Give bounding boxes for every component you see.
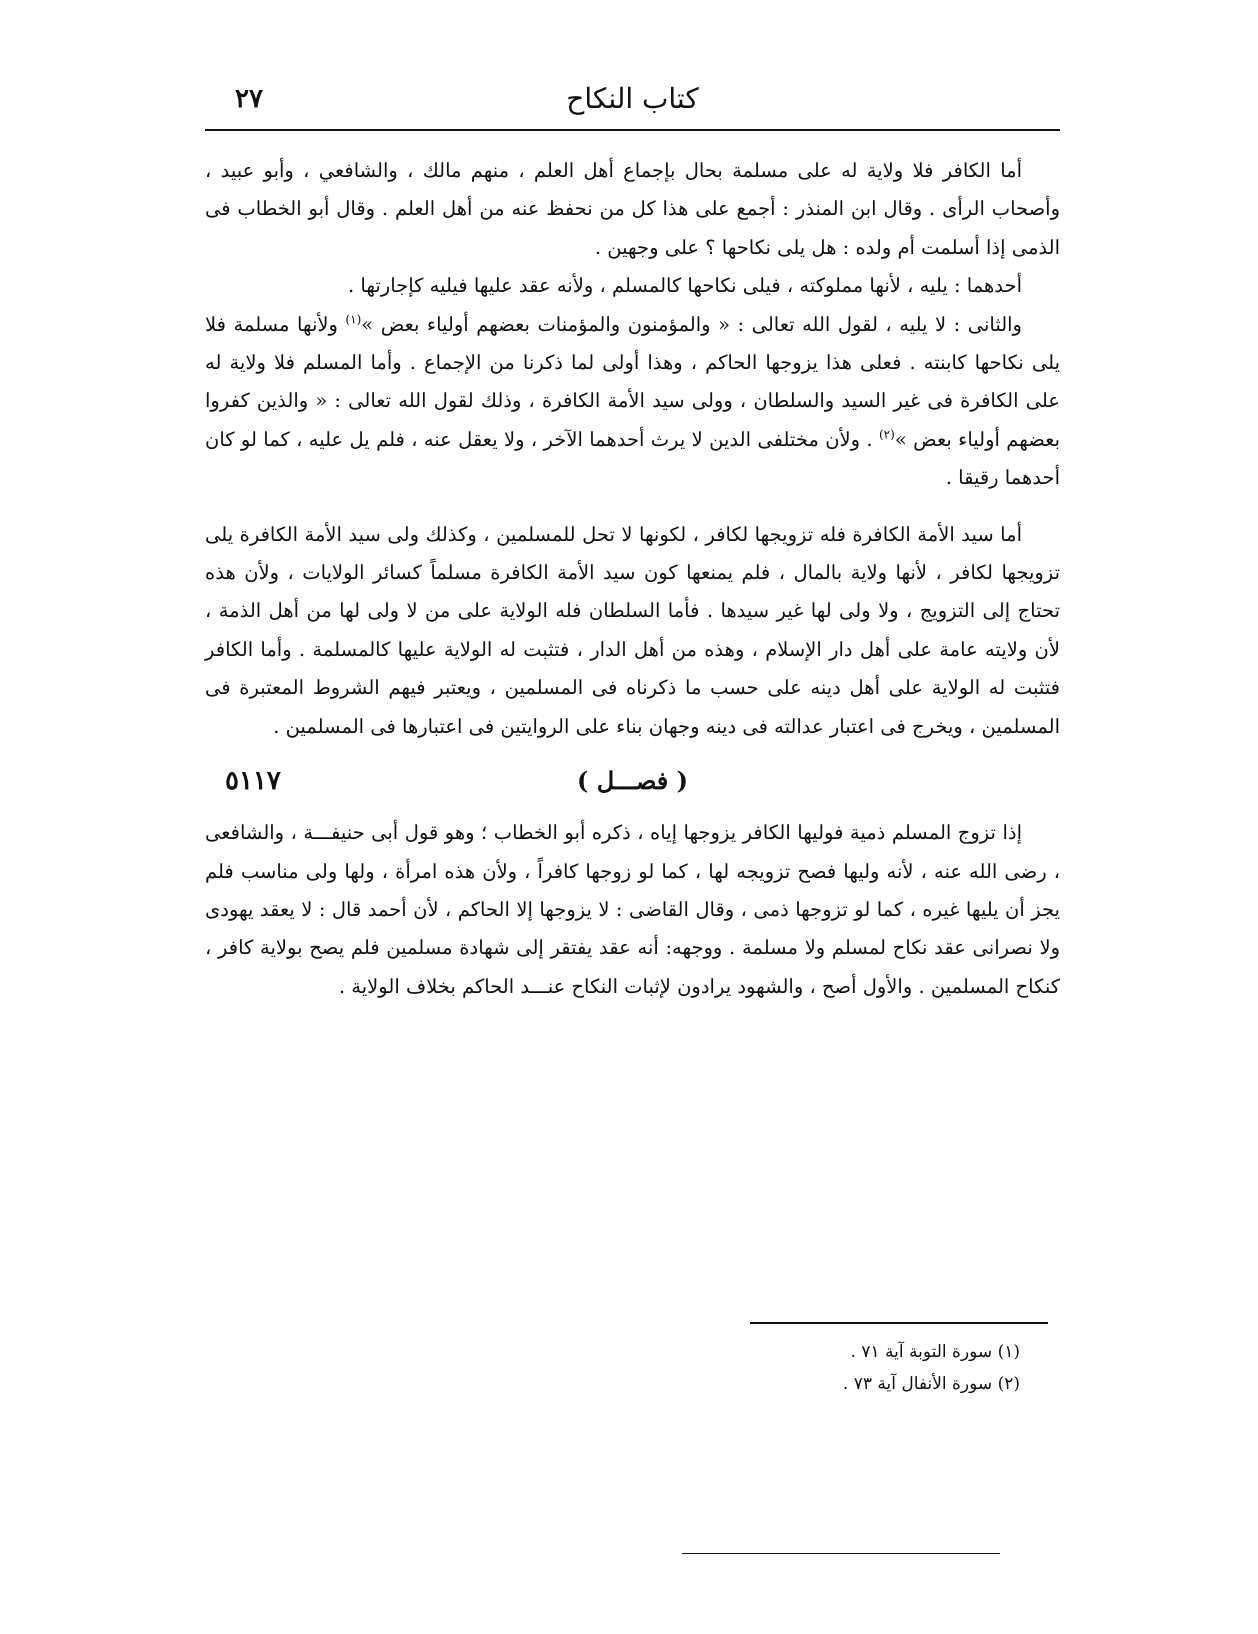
footnote-rule (750, 1322, 1048, 1324)
footnote-2: (٢) سورة الأنفال آية ٧٣ . (842, 1374, 1020, 1394)
main-text (205, 152, 1060, 1006)
footnote-ref-1: (١) (345, 312, 362, 327)
section-number: ٥١١٧ (225, 766, 281, 797)
header-rule (205, 129, 1060, 131)
page-header (205, 78, 1060, 126)
bottom-rule (682, 1553, 1000, 1554)
page-number: ٢٧ (235, 84, 263, 114)
footnote-ref-2: (٢) (878, 427, 895, 442)
paragraph-3 (205, 306, 1060, 498)
paragraph-2: أحدهما : يليه ، لأنها مملوكته ، فيلى نكاحها كالمسلم ، ولأنه عقد عليها فيليه كإجارتها . (348, 274, 1022, 298)
running-title: كتاب النكاح (566, 82, 699, 115)
footnote-1: (١) سورة التوبة آية ٧١ . (850, 1342, 1020, 1362)
paragraph-3-part-1: والثانى : لا يليه ، لقول الله تعالى : « والمؤمنون والمؤمنات بعضهم أولياء بعض » (361, 312, 1022, 336)
paragraph-3-part-3: . ولأن مختلفى الدين لا يرث أحدهما الآخر ، ولا يعقل عنه ، فلم يل عليه ، كما لو كان أحدهما رقيقا . (205, 427, 1060, 490)
paragraph-1: أما الكافر فلا ولاية له على مسلمة بحال بإجماع أهل العلم ، منهم مالك ، والشافعي ، وأبو عبيد ، وأصحاب الرأى . وقال ابن المنذر : أجمع على هذا كل من نحفظ عنه من أهل العلم . وقال أبو الخطاب فى الذمى إذا أسلمت أم ولده : هل يلى نكاحها ؟ على وجهين . (205, 159, 1060, 259)
paragraph-4: أما سيد الأمة الكافرة فله تزويجها لكافر ، لكونها لا تحل للمسلمين ، وكذلك ولى سيد الأمة الكافرة يلى تزويجها لكافر ، لأنها ولاية بالمال ، فلم يمنعها كون سيد الأمة الكافرة مسلماً كسائر الولايات ، ولأن هذه تحتاج إلى التزويج ، ولا ولى لها غير سيدها . فأما السلطان فله الولاية على من لا ولى لها من أهل الذمة ، لأن ولايته عامة على أهل دار الإسلام ، وهذه من أهل الدار ، فتثبت له الولاية عليها كالمسلمة . وأما الكافر فتثبت له الولاية على أهل دينه على حسب ما ذكرناه فى المسلمين ، ويعتبر فيهم الشروط المعتبرة فى المسلمين ، ويخرج فى اعتبار عدالته فى دينه وجهان بناء على الروايتين فى اعتبارها فى المسلمين . (205, 522, 1060, 738)
paragraph-3-part-2: ولأنها مسلمة فلا يلى نكاحها كابنته . فعلى هذا يزوجها الحاكم ، وهذا أولى لما ذكرنا من الإجماع . وأما المسلم فلا ولاية له على الكافرة فى غير السيد والسلطان ، وولى سيد الأمة الكافرة ، وذلك لقول الله تعالى : « والذين كفروا بعضهم أولياء بعض » (205, 312, 1061, 451)
paragraph-5: إذا تزوج المسلم ذمية فوليها الكافر يزوجها إياه ، ذكره أبو الخطاب ؛ وهو قول أبى حنيفـــة ، والشافعى ، رضى الله عنه ، لأنه وليها فصح تزويجه لها ، كما لو زوجها كافراً ، ولأن هذه امرأة ، ولها ولى مناسب فلم يجز أن يليها غيره ، كما لو تزوجها ذمى ، وقال القاضى : لا يزوجها إلا الحاكم ، لأن أحمد قال : لا يعقد يهودى ولا نصرانى عقد نكاح لمسلم ولا مسلمة . ووجهه: أنه عقد يفتقر إلى شهادة مسلمين فلم يصح بولاية كافر ، كنكاح المسلمين . والأول أصح ، والشهود يرادون لإثبات النكاح عنـــد الحاكم بخلاف الولاية . (205, 821, 1060, 998)
footnotes (700, 1336, 1020, 1400)
section-heading (205, 762, 1060, 806)
section-title: ( فصـــل ) (577, 766, 688, 796)
